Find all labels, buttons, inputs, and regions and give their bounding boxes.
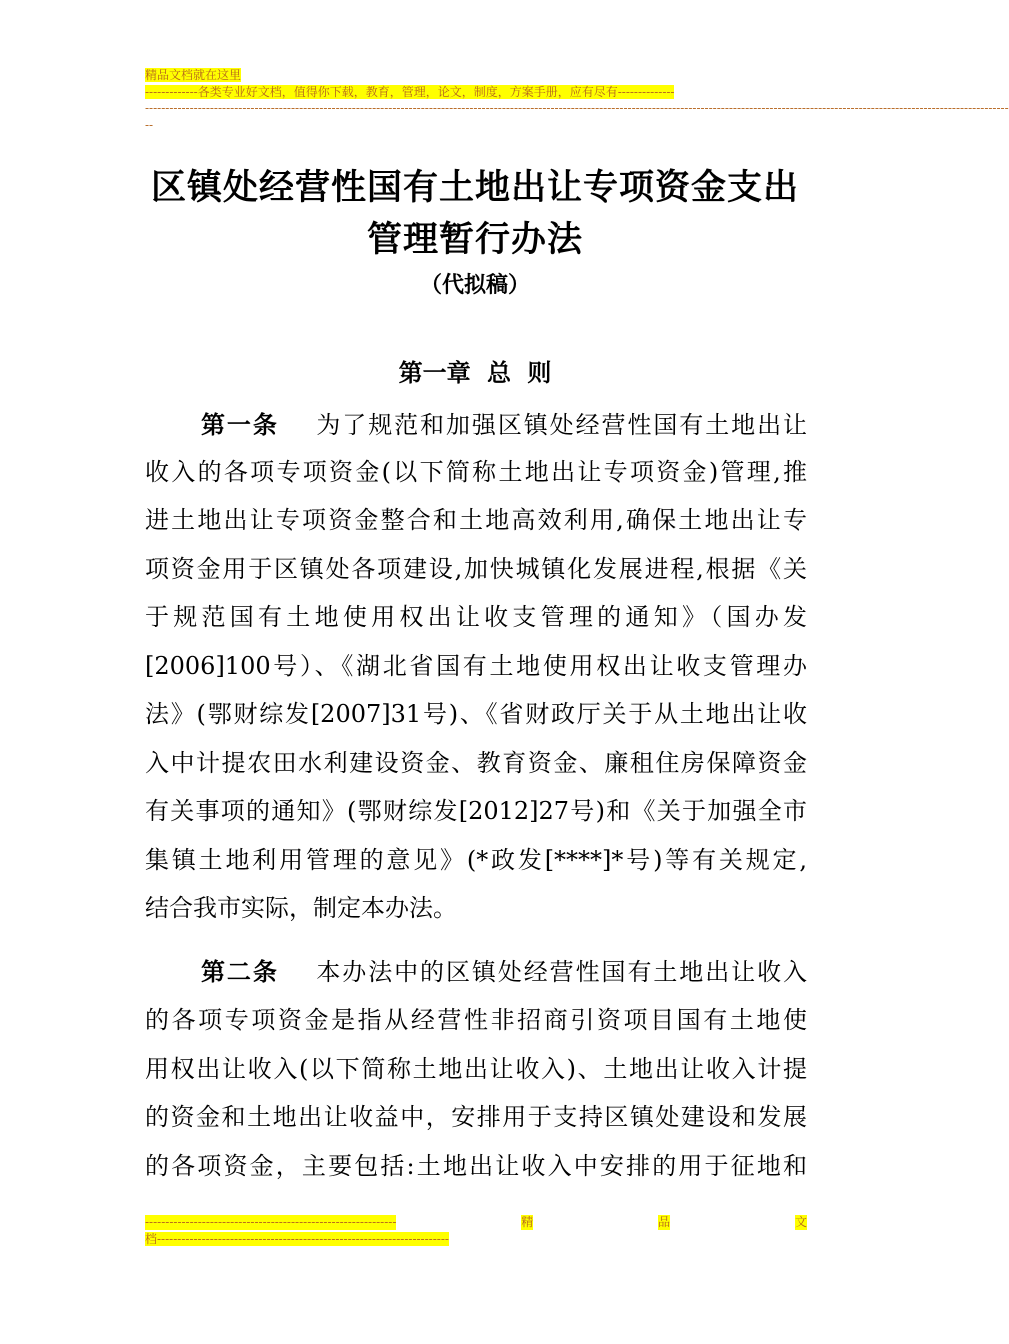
article2-line-3: 用权出让收入(以下简称土地出让收入)、土地出让收入计提 [145, 1055, 807, 1083]
document-title-line1: 区镇处经营性国有土地出让专项资金支出 [150, 167, 799, 208]
article1-label: 第一条 [201, 410, 279, 439]
footer-char-3: 文 [794, 1215, 807, 1229]
footer-line-1 [145, 1215, 807, 1230]
article1-line-7: 法》(鄂财综发[2007]31号)、《省财政厅关于从土地出让收 [145, 700, 807, 728]
article1-line-5: 于规范国有土地使用权出让收支管理的通知》（国办发 [145, 603, 807, 631]
draft-note: （代拟稿） [419, 273, 530, 298]
article2-text-1: 本办法中的区镇处经营性国有土地出让收入 [316, 958, 807, 986]
article1-text-1: 为了规范和加强区镇处经营性国有土地出让 [316, 411, 807, 439]
header-promo-line: -------------各类专业好文档，值得你下载，教育，管理，论文，制度，方案手册，应有尽有-------------- [145, 85, 675, 99]
footer-line-2 [145, 1232, 449, 1247]
article2-line-5: 的各项资金，主要包括:土地出让收入中安排的用于征地和 [145, 1152, 807, 1180]
footer-dashes: -------------------------------------------------------------- [145, 1215, 397, 1229]
article1-line-10: 集镇土地利用管理的意见》(*政发[****]*号)等有关规定, [145, 846, 807, 874]
article1-line-4: 项资金用于区镇处各项建设,加快城镇化发展进程,根据《关 [145, 555, 807, 583]
footer-char-2: 品 [658, 1215, 671, 1229]
article1-line-6: [2006]100号）、《湖北省国有土地使用权出让收支管理办 [145, 652, 807, 680]
article1-line-8: 入中计提农田水利建设资金、教育资金、廉租住房保障资金 [145, 749, 807, 777]
document-title-line2: 管理暂行办法 [366, 219, 583, 260]
header-dash-line: --------------------------------------------------------------------------------------------------------------------------------------------------------------------------------------------------------------------- [145, 101, 1009, 115]
article1-line-9: 有关事项的通知》(鄂财综发[2012]27号)和《关于加强全市 [145, 797, 807, 825]
header-brand-line: 精品文档就在这里 [145, 68, 242, 82]
footer-line-2-text: 档------------------------------------------------------------------------ [145, 1232, 449, 1246]
article1-line-1 [145, 408, 807, 442]
article2-line-4: 的资金和土地出让收益中，安排用于支持区镇处建设和发展 [145, 1103, 807, 1131]
chapter-title: 第一章 总 则 [398, 358, 552, 387]
article1-line-3: 进土地出让专项资金整合和土地高效利用,确保土地出让专 [145, 506, 807, 534]
article1-line-2: 收入的各项专项资金(以下简称土地出让专项资金)管理,推 [145, 458, 807, 486]
article2-line-1 [145, 955, 807, 989]
footer-char-1: 精 [521, 1215, 534, 1229]
article1-line-11: 结合我市实际，制定本办法。 [145, 894, 457, 922]
header-dash-tail: -- [145, 118, 154, 132]
article2-label: 第二条 [201, 957, 279, 986]
article2-line-2: 的各项专项资金是指从经营性非招商引资项目国有土地使 [145, 1006, 807, 1034]
